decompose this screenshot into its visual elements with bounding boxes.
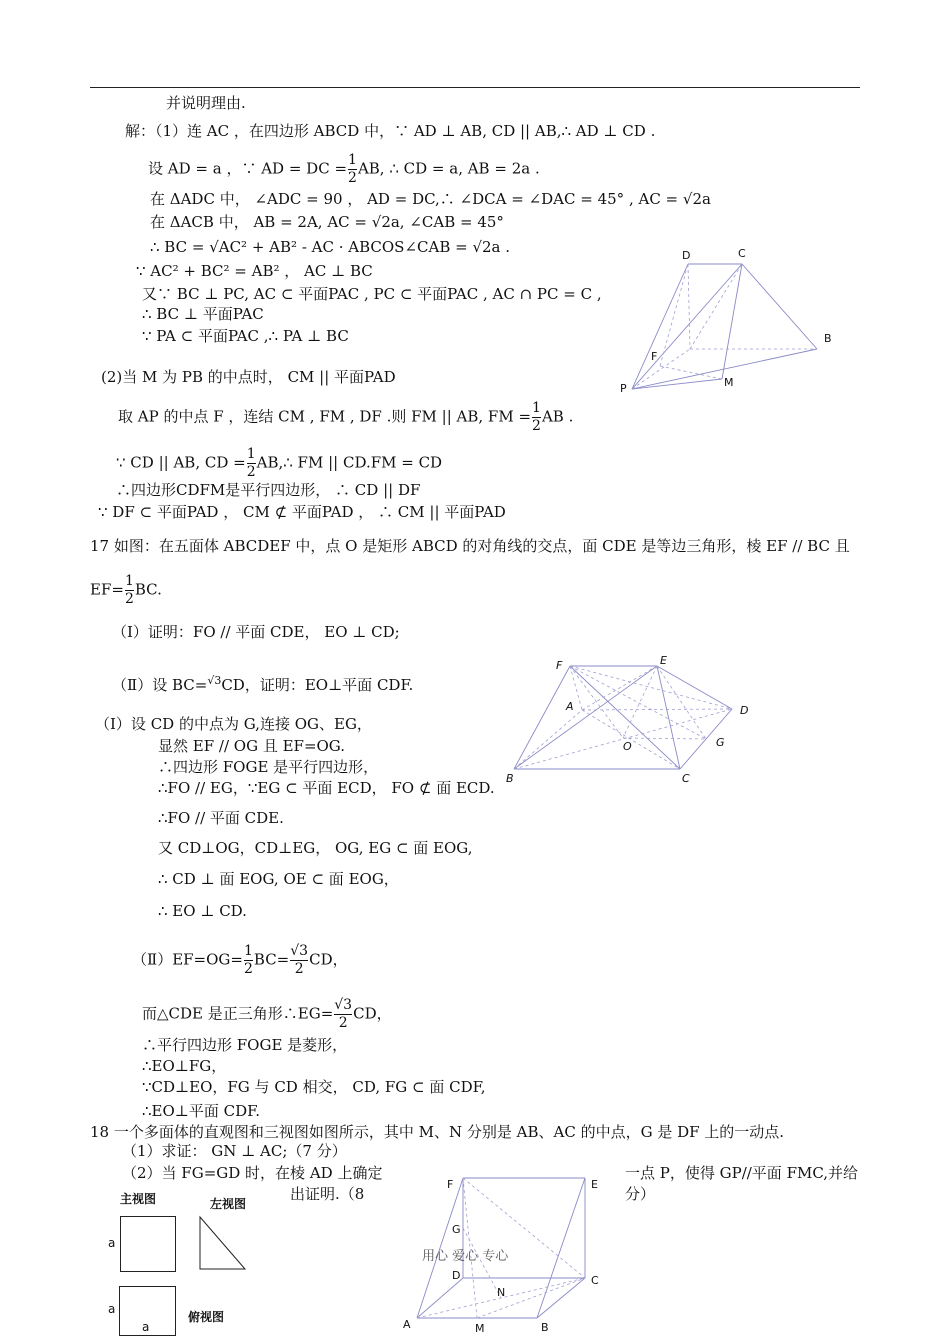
text-line: ∵ DF ⊂ 平面PAD ， CM ⊄ 平面PAD ， ∴ CM || 平面PAD [98,503,506,521]
text-line: （Ⅰ）设 CD 的中点为 G,连接 OG、EG， [95,715,372,733]
text-line: ∴四边形 FOGE 是平行四边形， [158,758,379,776]
text-line: ∴FO // EG，∵EG ⊂ 平面 ECD， FO ⊄ 面 ECD. [158,779,495,797]
text-line: (2)当 M 为 PB 的中点时， CM || 平面PAD [101,368,396,386]
text-line: 而△CDE 是正三角形∴EG= $\frac{√3}{2}$ CD， [142,997,392,1031]
vertex-label: F [651,350,658,363]
fraction: $\frac{1}{2}$ [124,573,134,607]
fraction: $\frac{√3}{2}$ [334,997,353,1031]
vertex-label: M [475,1322,485,1335]
vertex-label: E [660,654,667,667]
text-line: EF= $\frac{1}{2}$ BC. [90,573,162,607]
text-line: ∴平行四边形 FOGE 是菱形， [142,1036,348,1054]
vertex-label: P [620,382,627,395]
vertex-label: C [682,772,690,785]
vertex-label: D [682,249,691,262]
text-line: ∴EO⊥平面 CDF. [142,1102,261,1120]
vertex-label: N [497,1286,506,1299]
vertex-label: F [447,1178,454,1191]
text-line: ∵ CD || AB, CD = $\frac{1}{2}$ AB,∴ FM || CD.FM = CD [116,446,443,480]
side-view-label: 左视图 [210,1197,247,1211]
text-line: 一点 P，使得 GP//平面 FMC,并给 [625,1164,859,1182]
front-view-label: 主视图 [120,1192,157,1206]
text-line: 并说明理由. [166,94,246,112]
problem-18-statement: 18 一个多面体的直观图和三视图如图所示，其中 M、N 分别是 AB、AC 的中点，G 是 DF 上的一动点. [90,1123,785,1141]
vertex-label: C [738,247,746,260]
text-line: ∴四边形CDFM是平行四边形， ∴ CD || DF [116,481,421,499]
text-line: 又 CD⊥OG，CD⊥EG， OG, EG ⊂ 面 EOG, [158,839,473,857]
dimension-label: a [142,1320,150,1334]
vertex-label: M [724,376,734,389]
vertex-label: E [591,1178,598,1191]
fraction: $\frac{1}{2}$ [532,400,541,434]
text-line: 在 ΔADC 中， ∠ADC = 90 ， AD = DC,∴ ∠DCA = ∠DAC = 45° , AC = √2a [150,190,711,208]
text-line: 在 ΔACB 中， AB = 2A, AC = √2a, ∠CAB = 45° [150,213,504,231]
pyramid-figure [612,240,842,400]
text-line: ∴ EO ⊥ CD. [158,902,247,920]
text-line: 解：（1）连 AC ，在四边形 ABCD 中，∵ AD ⊥ AB, CD || AB,∴ AD ⊥ CD . [125,122,656,140]
vertex-label: G [452,1223,461,1236]
text-line: （1）求证： GN ⊥ AC;（7 分） [122,1142,347,1160]
text-line: 分） [625,1185,656,1203]
text-line: ∴ CD ⊥ 面 EOG, OE ⊂ 面 EOG， [158,870,399,888]
header-rule [90,87,860,88]
vertex-label: B [824,332,832,345]
fraction: $\frac{1}{2}$ [246,446,256,480]
text-line: 取 AP 的中点 F ，连结 CM , FM , DF .则 FM || AB, FM = $\frac{1}{2}$ AB . [118,400,574,434]
text-line: ∴ BC = √AC² + AB² - AC · ABCOS∠CAB = √2a . [150,238,511,256]
text-line: （Ⅱ）EF=OG= $\frac{1}{2}$ BC= $\frac{√3}{2}$ CD， [132,943,348,977]
dimension-label: a [108,1236,116,1250]
text-line: 设 AD = a ，∵ AD = DC = $\frac{1}{2}$ AB, ∴ CD = a, AB = 2a . [148,152,540,186]
vertex-label: D [452,1269,461,1282]
text-line: ∵ AC² + BC² = AB² ， AC ⊥ BC [136,262,373,280]
text-line: 又∵ BC ⊥ PC, AC ⊂ 平面PAC , PC ⊂ 平面PAC , AC ∩ PC = C , [142,285,602,303]
text-line: （Ⅰ）证明：FO // 平面 CDE， EO ⊥ CD; [112,623,400,641]
text-line: ∴EO⊥FG， [142,1057,227,1075]
text-line: 出证明.（8 [290,1185,365,1203]
dimension-label: a [108,1302,116,1316]
fraction: $\frac{√3}{2}$ [290,943,309,977]
top-view-label: 俯视图 [188,1310,225,1324]
vertex-label: A [566,700,574,713]
pentahedron-figure [502,652,762,787]
vertex-label: B [541,1321,549,1334]
text-line: ∵CD⊥EO，FG 与 CD 相交， CD, FG ⊂ 面 CDF, [142,1078,486,1096]
watermark: 用心 爱心 专心 [422,1249,509,1264]
side-view-triangle [198,1215,248,1271]
text-line: ∴ BC ⊥ 平面PAC [142,305,264,323]
text-line: 显然 EF // OG 且 EF=OG. [158,737,346,755]
vertex-label: A [403,1318,411,1331]
text-line: （2）当 FG=GD 时，在棱 AD 上确定 [122,1164,383,1182]
vertex-label: C [591,1274,599,1287]
problem-17-statement: 17 如图：在五面体 ABCDEF 中，点 O 是矩形 ABCD 的对角线的交点，面 CDE 是等边三角形，棱 EF // BC 且 [90,537,850,555]
vertex-label: G [716,736,725,749]
text-line: ∵ PA ⊂ 平面PAC ,∴ PA ⊥ BC [142,327,349,345]
vertex-label: F [556,659,563,672]
fraction: $\frac{1}{2}$ [348,152,357,186]
front-view-square [120,1216,176,1272]
fraction: $\frac{1}{2}$ [243,943,253,977]
vertex-label: O [623,740,632,753]
text-line: ∴FO // 平面 CDE. [158,809,284,827]
vertex-label: D [740,704,749,717]
text-line: （Ⅱ）设 BC=$^{√3}$CD，证明：EO⊥平面 CDF. [112,674,414,694]
vertex-label: B [506,772,514,785]
